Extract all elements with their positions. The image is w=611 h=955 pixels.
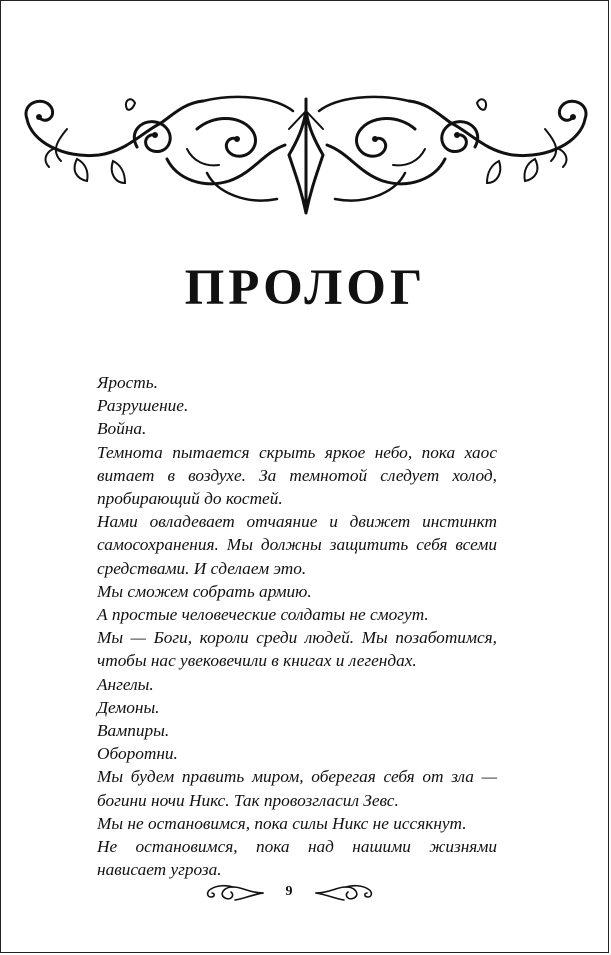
flourish-left-icon bbox=[203, 883, 265, 903]
paragraph: Мы сможем собрать армию. bbox=[97, 581, 312, 601]
paragraph: Мы не остановимся, пока силы Никс не иссякнут. bbox=[97, 813, 467, 833]
paragraph: Ярость. bbox=[97, 373, 158, 392]
paragraph: А простые человеческие солдаты не смогут. bbox=[97, 605, 429, 625]
paragraph: Мы — Боги, короли среди людей. Мы позаботимся, чтобы нас увековечили в книгах и легендах. bbox=[97, 628, 497, 671]
paragraph: Демоны. bbox=[97, 697, 160, 717]
flourish-right-icon bbox=[314, 883, 376, 903]
prologue-text bbox=[97, 371, 497, 881]
page-footer bbox=[1, 879, 610, 909]
paragraph: Оборотни. bbox=[97, 744, 178, 764]
paragraph: Не остановимся, пока над нашими жизнями нависает угроза. bbox=[97, 837, 497, 880]
chapter-title: ПРОЛОГ bbox=[184, 260, 427, 316]
page-number: 9 bbox=[285, 884, 293, 899]
paragraph: Мы будем править миром, оберегая себя от зла — богини ночи Никс. Так провозгласил Зевс. bbox=[97, 767, 497, 810]
paragraph: Ангелы. bbox=[97, 674, 154, 694]
baroque-scroll-ornament-icon bbox=[17, 89, 595, 219]
paragraph: Нами овладевает отчаяние и движет инстинкт самосохранения. Мы должны защитить себя всеми средствами. И сделаем это. bbox=[97, 512, 497, 578]
paragraph: Война. bbox=[97, 419, 147, 439]
paragraph: Темнота пытается скрыть яркое небо, пока хаос витает в воздухе. За темнотой следует холод, пробирающий до костей. bbox=[97, 442, 497, 509]
paragraph: Разрушение. bbox=[97, 396, 189, 416]
paragraph: Вампиры. bbox=[97, 721, 170, 741]
